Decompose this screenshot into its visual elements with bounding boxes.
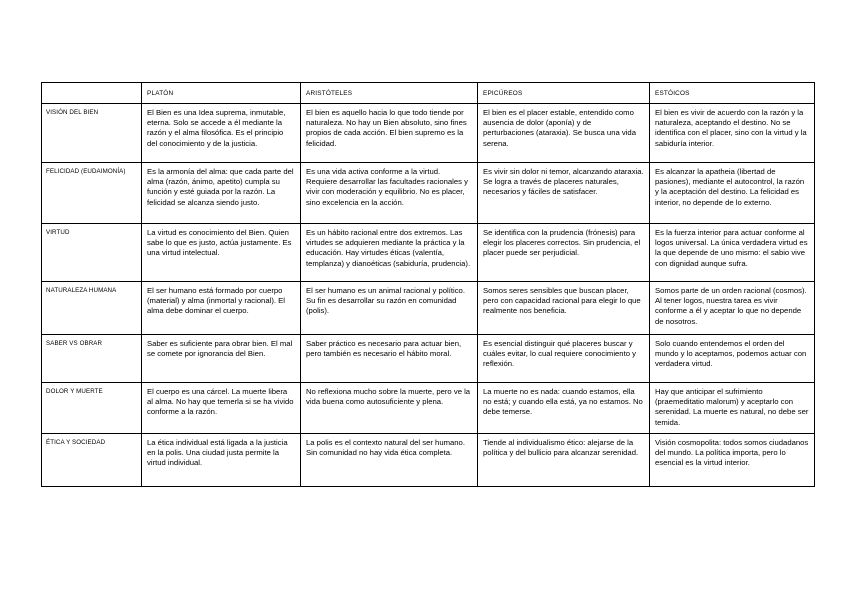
corner-cell: [42, 83, 142, 104]
table-cell: Es un hábito racional entre dos extremos. Las virtudes se adquieren mediante la práctica y la educación. Hay virtudes éticas (valentía, templanza) y dianoéticas (sabiduría, prudencia).: [301, 224, 478, 282]
table-cell: La virtud es conocimiento del Bien. Quien sabe lo que es justo, actúa justamente. Es una virtud intelectual.: [142, 224, 301, 282]
header-row: [42, 83, 815, 104]
column-header-estoicos: ESTÓICOS: [650, 83, 815, 104]
column-header-epicureos: EPICÚREOS: [478, 83, 650, 104]
table-cell: El bien es el placer estable, entendido como ausencia de dolor (aponía) y de perturbaciones (ataraxia). Se busca una vida serena.: [478, 104, 650, 163]
table-cell: Somos parte de un orden racional (cosmos). Al tener logos, nuestra tarea es vivir conforme a él y aceptar lo que no depende de nosotros.: [650, 282, 815, 335]
column-header-aristoteles: ARISTÓTELES: [301, 83, 478, 104]
table-cell: El ser humano es un animal racional y político. Su fin es desarrollar su razón en comunidad (polis).: [301, 282, 478, 335]
table-cell: Es una vida activa conforme a la virtud. Requiere desarrollar las facultades racionales y vivir con moderación y equilibrio. No es placer, sino excelencia en la acción.: [301, 163, 478, 224]
table-cell: Es la armonía del alma: que cada parte del alma (razón, ánimo, apetito) cumpla su función y esté guiada por la razón. La felicidad se alcanza siendo justo.: [142, 163, 301, 224]
table-cell: El bien es aquello hacia lo que todo tiende por naturaleza. No hay un Bien absoluto, sino fines propios de cada acción. El bien supremo es la felicidad.: [301, 104, 478, 163]
table-row: [42, 383, 815, 434]
row-label: NATURALEZA HUMANA: [42, 282, 142, 335]
philosophy-comparison-table: [41, 82, 815, 487]
column-header-platon: PLATÓN: [142, 83, 301, 104]
table-cell: Es alcanzar la apatheia (libertad de pasiones), mediante el autocontrol, la razón y la aceptación del destino. La felicidad es interior, no depende de lo externo.: [650, 163, 815, 224]
table-cell: Saber es suficiente para obrar bien. El mal se comete por ignorancia del Bien.: [142, 335, 301, 383]
table-cell: Se identifica con la prudencia (frónesis) para elegir los placeres correctos. Sin prudencia, el placer puede ser perjudicial.: [478, 224, 650, 282]
table-cell: Es la fuerza interior para actuar conforme al logos universal. La única verdadera virtud es la que depende de uno mismo: el sabio vive con dignidad aunque sufra.: [650, 224, 815, 282]
table-row: [42, 163, 815, 224]
table-cell: La muerte no es nada: cuando estamos, ella no está; y cuando ella está, ya no estamos. No debe temerse.: [478, 383, 650, 434]
row-label: VISIÓN DEL BIEN: [42, 104, 142, 163]
table-cell: Solo cuando entendemos el orden del mundo y lo aceptamos, podemos actuar con verdadera virtud.: [650, 335, 815, 383]
table-row: [42, 282, 815, 335]
table-cell: El cuerpo es una cárcel. La muerte libera al alma. No hay que temerla si se ha vivido conforme a la razón.: [142, 383, 301, 434]
table-cell: El Bien es una Idea suprema, inmutable, eterna. Solo se accede a él mediante la razón y el alma filosófica. Es el principio del conocimiento y de la justicia.: [142, 104, 301, 163]
table-row: [42, 104, 815, 163]
table-cell: Hay que anticipar el sufrimiento (praemeditatio malorum) y aceptarlo con serenidad. La muerte es natural, no debe ser temida.: [650, 383, 815, 434]
table-row: [42, 335, 815, 383]
table-cell: Tiende al individualismo ético: alejarse de la política y del bullicio para alcanzar serenidad.: [478, 434, 650, 487]
table-cell: Visión cosmopolita: todos somos ciudadanos del mundo. La política importa, pero lo esencial es la virtud interior.: [650, 434, 815, 487]
table-row: [42, 434, 815, 487]
row-label: FELICIDAD (EUDAIMONÍA): [42, 163, 142, 224]
table-cell: El ser humano está formado por cuerpo (material) y alma (inmortal y racional). El alma debe dominar el cuerpo.: [142, 282, 301, 335]
table-cell: Somos seres sensibles que buscan placer, pero con capacidad racional para elegir lo que realmente nos beneficia.: [478, 282, 650, 335]
row-label: ÉTICA Y SOCIEDAD: [42, 434, 142, 487]
table-cell: La polis es el contexto natural del ser humano. Sin comunidad no hay vida ética completa.: [301, 434, 478, 487]
table-cell: Saber práctico es necesario para actuar bien, pero también es necesario el hábito moral.: [301, 335, 478, 383]
table-cell: Es vivir sin dolor ni temor, alcanzando ataraxia. Se logra a través de placeres naturales, necesarios y fáciles de satisfacer.: [478, 163, 650, 224]
row-label: VIRTUD: [42, 224, 142, 282]
table-cell: La ética individual está ligada a la justicia en la polis. Una ciudad justa permite la virtud individual.: [142, 434, 301, 487]
table-cell: Es esencial distinguir qué placeres buscar y cuáles evitar, lo cual requiere conocimiento y reflexión.: [478, 335, 650, 383]
row-label: DOLOR Y MUERTE: [42, 383, 142, 434]
row-label: SABER VS OBRAR: [42, 335, 142, 383]
table-cell: No reflexiona mucho sobre la muerte, pero ve la vida buena como autosuficiente y plena.: [301, 383, 478, 434]
table-row: [42, 224, 815, 282]
table-cell: El bien es vivir de acuerdo con la razón y la naturaleza, aceptando el destino. No se identifica con el placer, sino con la virtud y la sabiduría interior.: [650, 104, 815, 163]
